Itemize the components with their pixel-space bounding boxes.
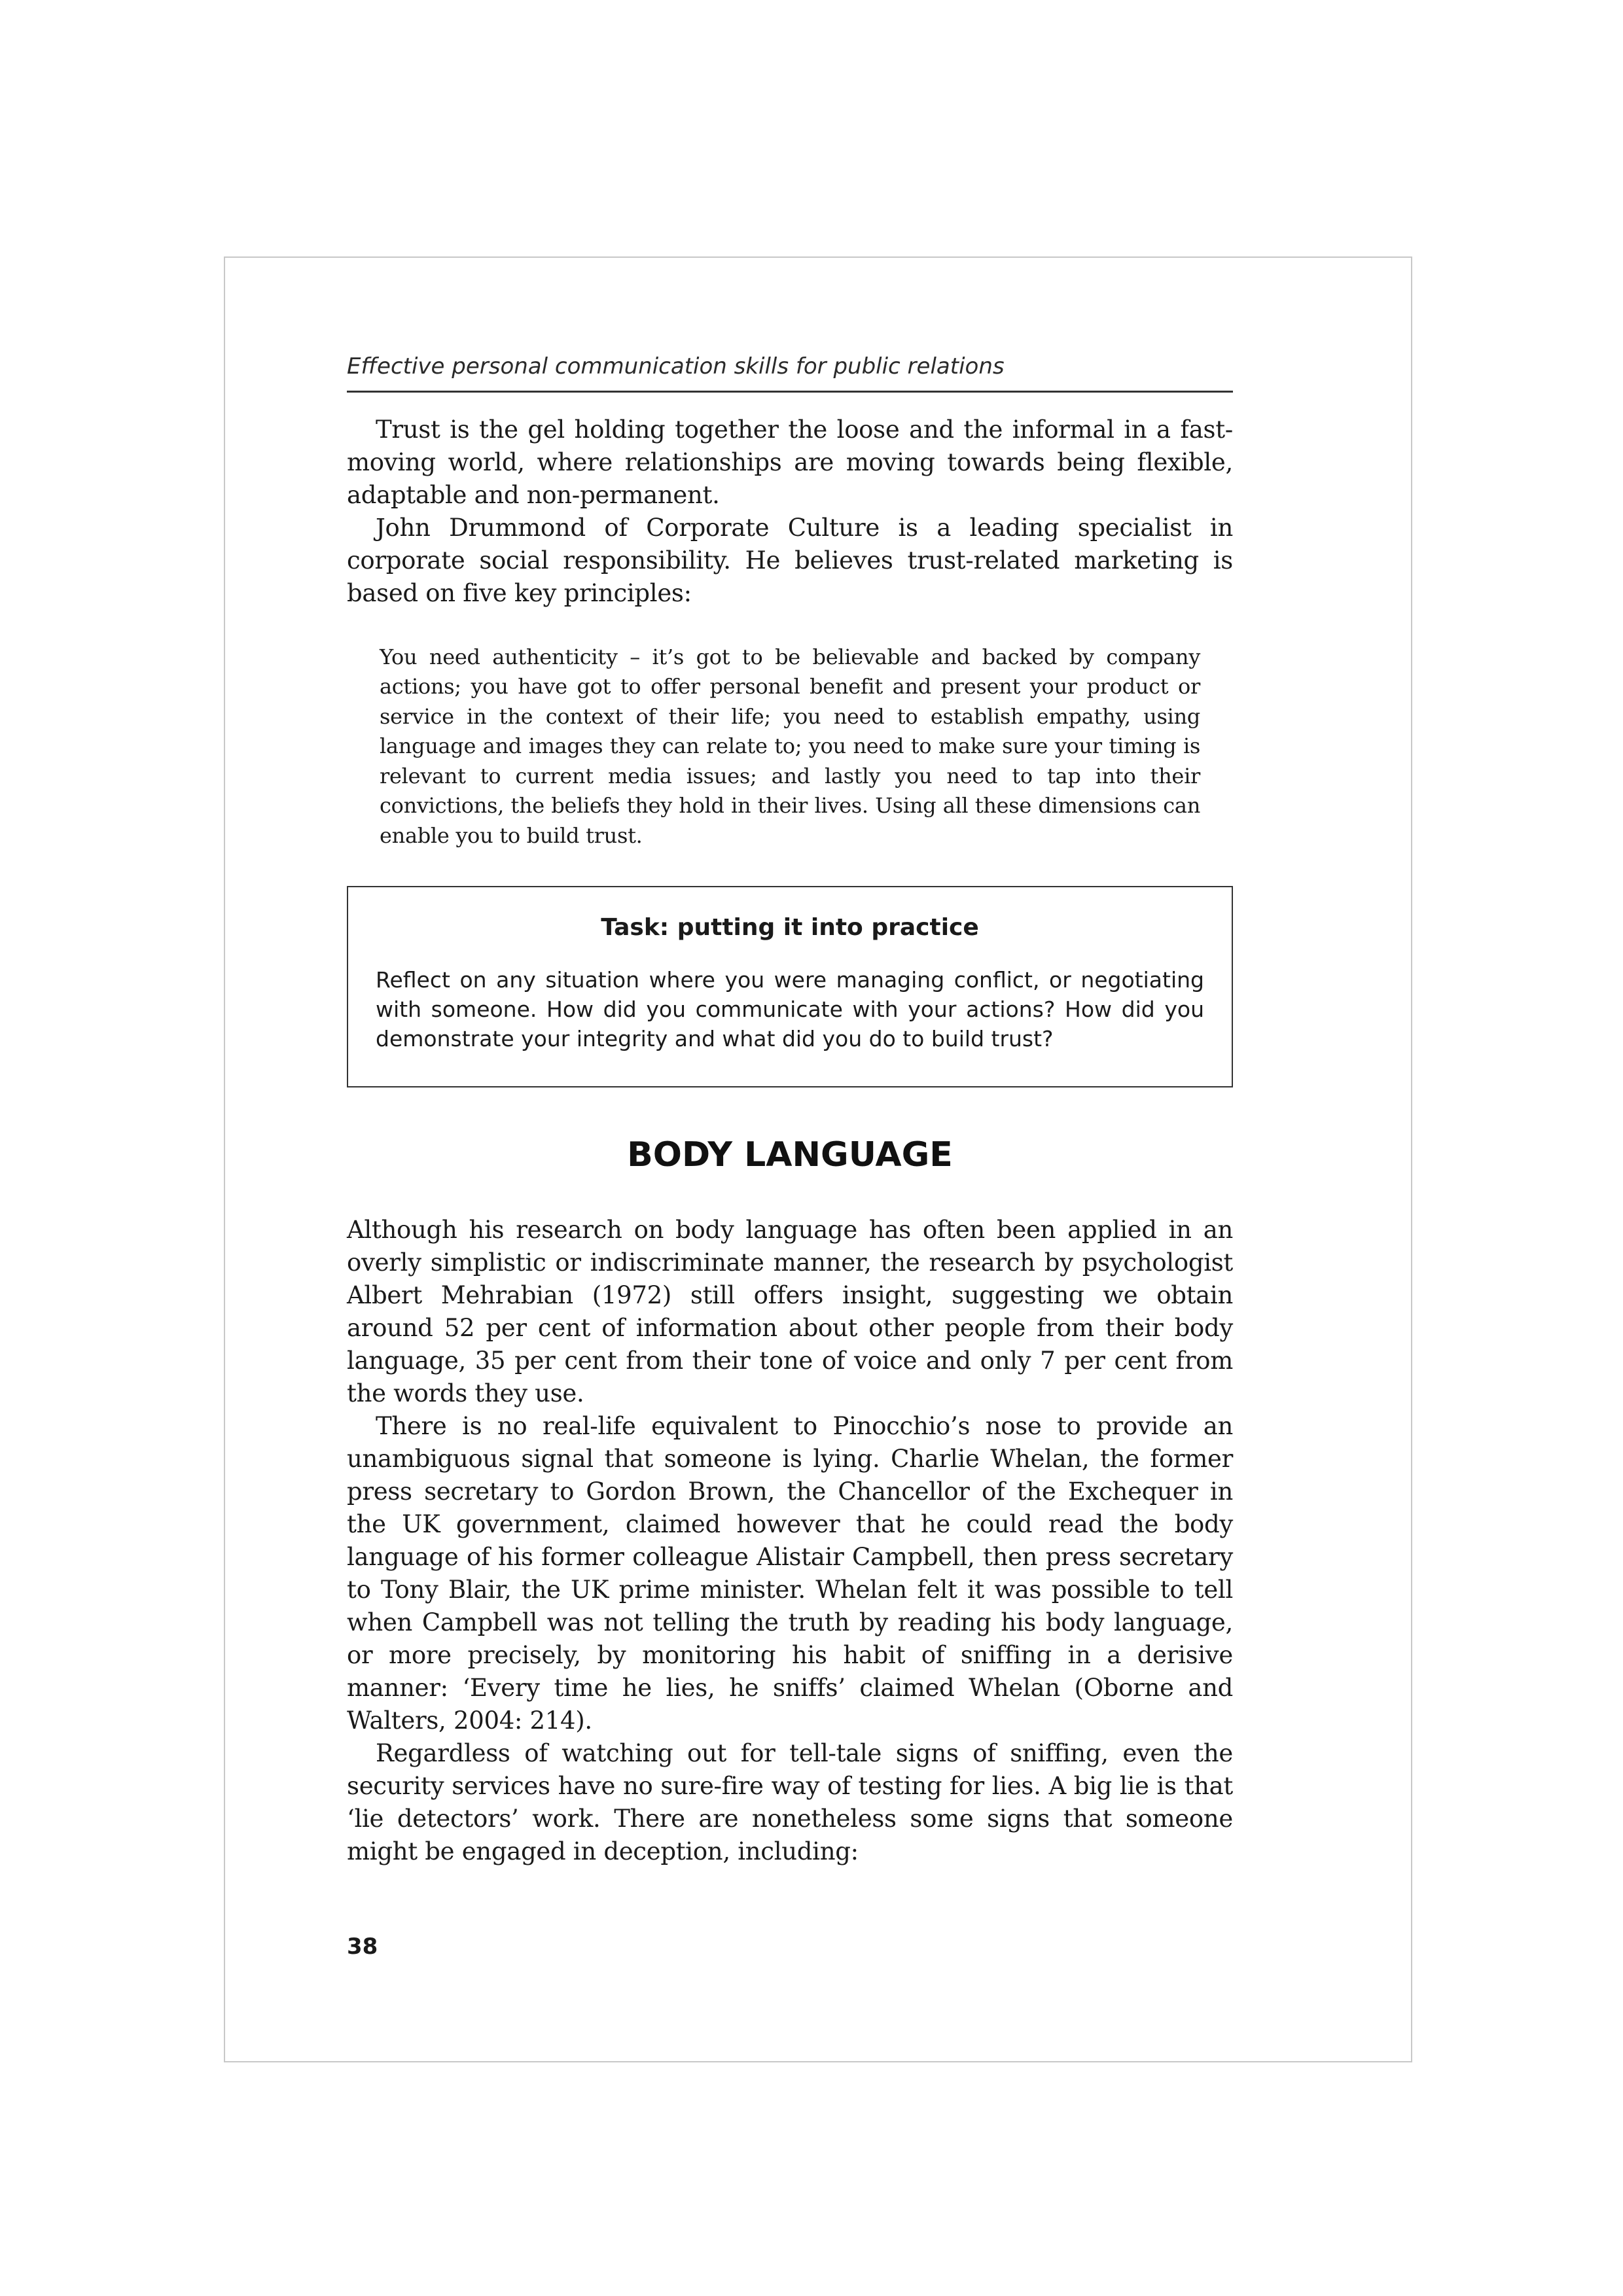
running-header: Effective personal communication skills for public relations	[347, 353, 1233, 393]
page-number: 38	[347, 1934, 378, 1960]
task-text: Reflect on any situation where you were managing conflict, or negotiating with someone. How did you communicate with your actions? How did you demonstrate your integrity and what did you do to build trust?	[376, 967, 1204, 1052]
task-title: Task: putting it into practice	[601, 914, 979, 942]
body-paragraph-pinocchio: There is no real-life equivalent to Pinocchio’s nose to provide an unambiguous signal that someone is lying. Charlie Whelan, the former press secretary to Gordon Brown, the Chancellor of the Exchequer in the UK government, claimed however that he could read the body language of his former colleague Alistair Campbell, then press secretary to Tony Blair, the UK prime minister. Whelan felt it was possible to tell when Campbell was not telling the truth by reading his body language, or more precisely, by monitoring his habit of sniffing in a derisive manner: ‘Every time he lies, he sniffs’ claimed Whelan (Oborne and Walters, 2004: 214).	[347, 1411, 1233, 1735]
task-box	[347, 886, 1233, 1087]
body-paragraph-lie-detectors: Regardless of watching out for tell-tale signs of sniffing, even the security services have no sure-fire way of testing for lies. A big lie is that ‘lie detectors’ work. There are nonetheless some signs that someone might be engaged in deception, including:	[347, 1739, 1233, 1865]
body-paragraph-trust: Trust is the gel holding together the loose and the informal in a fast-moving world, where relationships are moving towards being flexible, adaptable and non-permanent.	[347, 415, 1233, 509]
block-quote: You need authenticity – it’s got to be believable and backed by company actions; you have got to offer personal benefit and present your product or service in the context of their life; you need to establish empathy, using language and images they can relate to; you need to make sure your timing is relevant to current media issues; and lastly you need to tap into their convictions, the beliefs they hold in their lives. Using all these dimensions can enable you to build trust.	[380, 644, 1200, 848]
body-paragraph-drummond: John Drummond of Corporate Culture is a leading specialist in corporate social responsibility. He believes trust-related marketing is based on five key principles:	[347, 513, 1233, 607]
body-paragraph-mehrabian: Although his research on body language has often been applied in an overly simplistic or indiscriminate manner, the research by psychologist Albert Mehrabian (1972) still offers insight, suggesting we obtain around 52 per cent of information about other people from their body language, 35 per cent from their tone of voice and only 7 per cent from the words they use.	[347, 1215, 1233, 1407]
page-content	[347, 353, 1233, 1868]
section-heading: BODY LANGUAGE	[627, 1135, 953, 1175]
